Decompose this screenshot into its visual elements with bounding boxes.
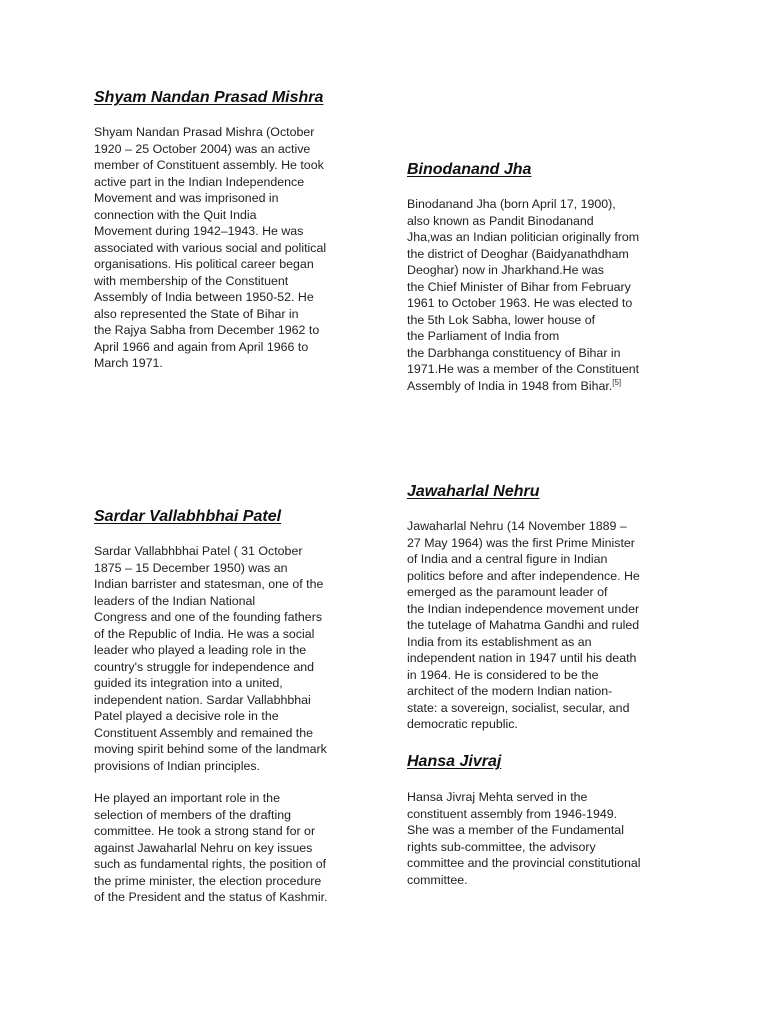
- paragraph-line-text: Assembly of India in 1948 from Bihar.: [407, 378, 613, 393]
- paragraph-line: moving spirit behind some of the landmark: [94, 742, 327, 756]
- paragraph-line: architect of the modern Indian nation-: [407, 684, 613, 698]
- paragraph-line: guided its integration into a united,: [94, 676, 283, 690]
- paragraph-line: independent nation in 1947 until his death: [407, 651, 637, 665]
- section-mishra: [94, 88, 369, 372]
- paragraph-line-last: [407, 378, 697, 395]
- paragraph-line: Movement during 1942–1943. He was: [94, 224, 304, 238]
- paragraph-line: rights sub-committee, the advisory: [407, 839, 596, 854]
- paragraph-line: 1875 – 15 December 1950) was an: [94, 560, 288, 575]
- heading-jivraj: Hansa Jivraj: [407, 753, 502, 770]
- paragraph-line: 27 May 1964) was the first Prime Minister: [407, 535, 635, 550]
- paragraph-line: Sardar Vallabhbhai Patel ( 31 October: [94, 544, 303, 558]
- paragraph-line: politics before and after independence. He: [407, 568, 640, 583]
- paragraph-line: constituent assembly from 1946-1949.: [407, 806, 618, 821]
- paragraph-line: leaders of the Indian National: [94, 593, 256, 608]
- paragraph-line: the district of Deoghar (Baidyanathdham: [407, 246, 629, 261]
- paragraph-jha: [407, 196, 697, 394]
- heading-mishra: Shyam Nandan Prasad Mishra: [94, 89, 324, 106]
- paragraph-mishra: [94, 124, 369, 372]
- citation-reference[interactable]: [5]: [612, 377, 622, 387]
- paragraph-line: the tutelage of Mahatma Gandhi and ruled: [407, 618, 640, 632]
- paragraph-line: leader who played a leading role in the: [94, 643, 307, 657]
- paragraph-line: Jawaharlal Nehru (14 November 1889 –: [407, 519, 627, 533]
- paragraph-line: against Jawaharlal Nehru on key issues: [94, 840, 313, 855]
- paragraph-line: of India and a central figure in Indian: [407, 552, 608, 566]
- paragraph-line: such as fundamental rights, the position of: [94, 857, 327, 871]
- paragraph-line: associated with various social and political: [94, 240, 327, 255]
- paragraph-line: Binodanand Jha (born April 17, 1900),: [407, 197, 616, 211]
- paragraph-patel-2: [94, 790, 374, 906]
- paragraph-line: organisations. His political career began: [94, 257, 314, 271]
- paragraph-line: Hansa Jivraj Mehta served in the: [407, 790, 588, 804]
- paragraph-line: also known as Pandit Binodanand: [407, 213, 594, 228]
- paragraph-line: Patel played a decisive role in the: [94, 709, 279, 723]
- paragraph-line: the 5th Lok Sabha, lower house of: [407, 312, 596, 327]
- paragraph-line: Constituent Assembly and remained the: [94, 725, 314, 740]
- paragraph-line: India from its establishment as an: [407, 634, 592, 649]
- paragraph-line: 1920 – 25 October 2004) was an active: [94, 141, 311, 156]
- paragraph-line: Indian barrister and statesman, one of the: [94, 577, 324, 591]
- paragraph-line: country's struggle for independence and: [94, 659, 315, 674]
- section-jivraj: [407, 752, 697, 888]
- paragraph-line: April 1966 and again from April 1966 to: [94, 339, 309, 354]
- paragraph-line: connection with the Quit India: [94, 207, 257, 222]
- paragraph-line: selection of members of the drafting: [94, 807, 291, 822]
- paragraph-line: of the Republic of India. He was a social: [94, 626, 315, 641]
- paragraph-patel-1: [94, 543, 374, 774]
- paragraph-line: She was a member of the Fundamental: [407, 823, 624, 837]
- paragraph-line: in 1964. He is considered to be the: [407, 667, 599, 682]
- paragraph-line: of the President and the status of Kashmir.: [94, 890, 328, 904]
- paragraph-jivraj: [407, 789, 697, 888]
- paragraph-line: the Indian independence movement under: [407, 601, 640, 616]
- paragraph-line: also represented the State of Bihar in: [94, 306, 299, 321]
- paragraph-line: Deoghar) now in Jharkhand.He was: [407, 263, 604, 277]
- paragraph-line: Jha,was an Indian politician originally from: [407, 230, 640, 244]
- heading-patel: Sardar Vallabhbhai Patel: [94, 508, 282, 525]
- paragraph-line: with membership of the Constituent: [94, 273, 289, 288]
- paragraph-line: Assembly of India between 1950-52. He: [94, 290, 314, 304]
- paragraph-line: He played an important role in the: [94, 791, 280, 805]
- paragraph-line: democratic republic.: [407, 717, 518, 731]
- section-nehru: [407, 482, 697, 733]
- paragraph-line: the Darbhanga constituency of Bihar in: [407, 345, 621, 360]
- paragraph-line: Shyam Nandan Prasad Mishra (October: [94, 125, 315, 139]
- paragraph-line: member of Constituent assembly. He took: [94, 158, 324, 172]
- paragraph-line: independent nation. Sardar Vallabhbhai: [94, 692, 311, 707]
- paragraph-line: state: a sovereign, socialist, secular, and: [407, 700, 630, 715]
- paragraph-line: provisions of Indian principles.: [94, 758, 260, 773]
- paragraph-line: emerged as the paramount leader of: [407, 585, 608, 599]
- section-jha: [407, 160, 697, 394]
- paragraph-line: the Rajya Sabha from December 1962 to: [94, 323, 320, 337]
- paragraph-line: the Chief Minister of Bihar from February: [407, 279, 631, 294]
- paragraph-line: 1971.He was a member of the Constituent: [407, 362, 640, 376]
- paragraph-line: active part in the Indian Independence: [94, 174, 305, 189]
- section-patel: [94, 507, 374, 906]
- paragraph-nehru: [407, 518, 697, 733]
- paragraph-line: committee. He took a strong stand for or: [94, 824, 316, 838]
- paragraph-line: committee and the provincial constitutional: [407, 856, 641, 870]
- paragraph-line: March 1971.: [94, 356, 163, 370]
- paragraph-line: committee.: [407, 872, 468, 887]
- paragraph-line: the prime minister, the election procedure: [94, 873, 322, 888]
- paragraph-line: Movement and was imprisoned in: [94, 191, 279, 205]
- paragraph-line: the Parliament of India from: [407, 329, 560, 343]
- heading-nehru: Jawaharlal Nehru: [407, 483, 540, 500]
- paragraph-line: Congress and one of the founding fathers: [94, 610, 323, 624]
- heading-jha: Binodanand Jha: [407, 161, 532, 178]
- paragraph-line: 1961 to October 1963. He was elected to: [407, 296, 633, 310]
